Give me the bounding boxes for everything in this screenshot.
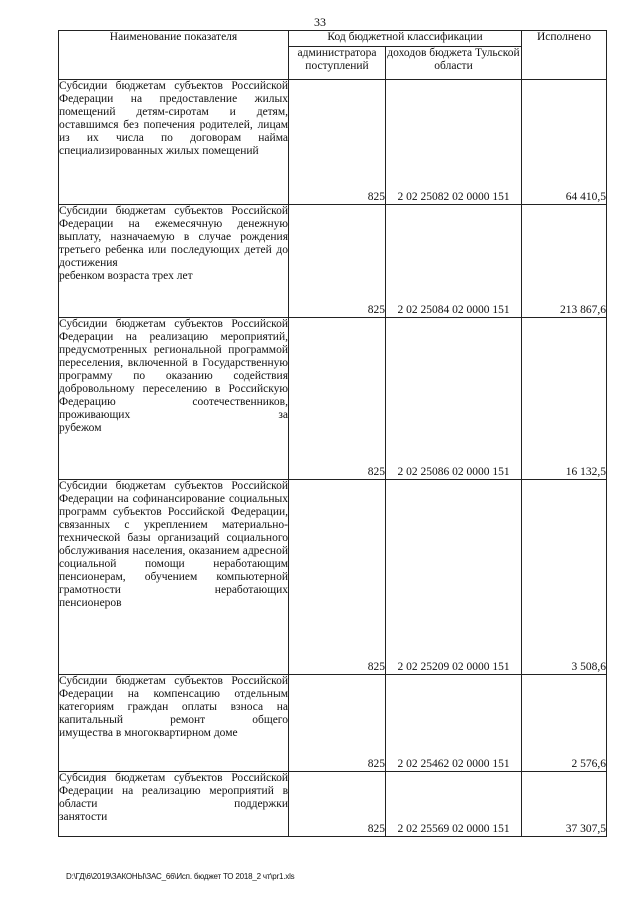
page-number: 33 — [314, 15, 326, 29]
row-income-code: 2 02 25082 02 0000 151 — [386, 80, 522, 205]
row-administrator: 825 — [289, 480, 386, 675]
budget-table — [58, 30, 607, 837]
row-executed: 37 307,5 — [522, 772, 607, 837]
row-indicator-name: Субсидии бюджетам субъектов Российской Федерации на компенсацию отдельным категориям граждан оплаты взноса на капитальный ремонт общего имущества в многоквартирном доме — [59, 675, 289, 772]
table-row — [59, 205, 607, 318]
row-income-code: 2 02 25569 02 0000 151 — [386, 772, 522, 837]
row-indicator-name: Субсидии бюджетам субъектов Российской Федерации на ежемесячную денежную выплату, назначаемую в случае рождения третьего ребенка или последующих детей до достижения ребенком возраста трех лет — [59, 205, 289, 318]
row-administrator: 825 — [289, 318, 386, 480]
file-path-footer: D:\ГД\6\2019\ЗАКОНЫ\ЗАС_66\Исп. бюджет ТО 2018_2 чт\pr1.xls — [66, 872, 295, 881]
header-income-code: доходов бюджета Тульской области — [386, 47, 522, 80]
row-indicator-name: Субсидия бюджетам субъектов Российской Федерации на реализацию мероприятий в области поддержки занятости — [59, 772, 289, 837]
row-administrator: 825 — [289, 205, 386, 318]
table-row — [59, 675, 607, 772]
header-executed: Исполнено — [522, 31, 607, 80]
row-indicator-name: Субсидии бюджетам субъектов Российской Федерации на софинансирование социальных программ субъектов Российской Федерации, связанных с укреплением материально-технической базы организаций социального обслуживания населения, оказанием адресной социальной помощи неработающим пенсионерам, обучением компьютерной грамотности неработающих пенсионеров — [59, 480, 289, 675]
row-indicator-name: Субсидии бюджетам субъектов Российской Федерации на реализацию мероприятий, предусмотренных региональной программой переселения, включенной в Государственную программу по оказанию содействия добровольному переселению в Российскую Федерацию соотечественников, проживающих за рубежом — [59, 318, 289, 480]
header-administrator: администратора поступлений — [289, 47, 386, 80]
table-row — [59, 480, 607, 675]
table-row — [59, 318, 607, 480]
header-indicator-name: Наименование показателя — [59, 31, 289, 80]
row-income-code: 2 02 25086 02 0000 151 — [386, 318, 522, 480]
row-indicator-name: Субсидии бюджетам субъектов Российской Федерации на предоставление жилых помещений детям-сиротам и детям, оставшимся без попечения родителей, лицам из их числа по договорам найма специализированных жилых помещений — [59, 80, 289, 205]
row-administrator: 825 — [289, 80, 386, 205]
row-executed: 16 132,5 — [522, 318, 607, 480]
row-income-code: 2 02 25462 02 0000 151 — [386, 675, 522, 772]
row-administrator: 825 — [289, 675, 386, 772]
row-executed: 2 576,6 — [522, 675, 607, 772]
row-income-code: 2 02 25084 02 0000 151 — [386, 205, 522, 318]
row-income-code: 2 02 25209 02 0000 151 — [386, 480, 522, 675]
row-executed: 213 867,6 — [522, 205, 607, 318]
row-executed: 3 508,6 — [522, 480, 607, 675]
table-row — [59, 80, 607, 205]
row-administrator: 825 — [289, 772, 386, 837]
row-executed: 64 410,5 — [522, 80, 607, 205]
header-budget-code: Код бюджетной классификации — [289, 31, 522, 47]
table-row — [59, 772, 607, 837]
